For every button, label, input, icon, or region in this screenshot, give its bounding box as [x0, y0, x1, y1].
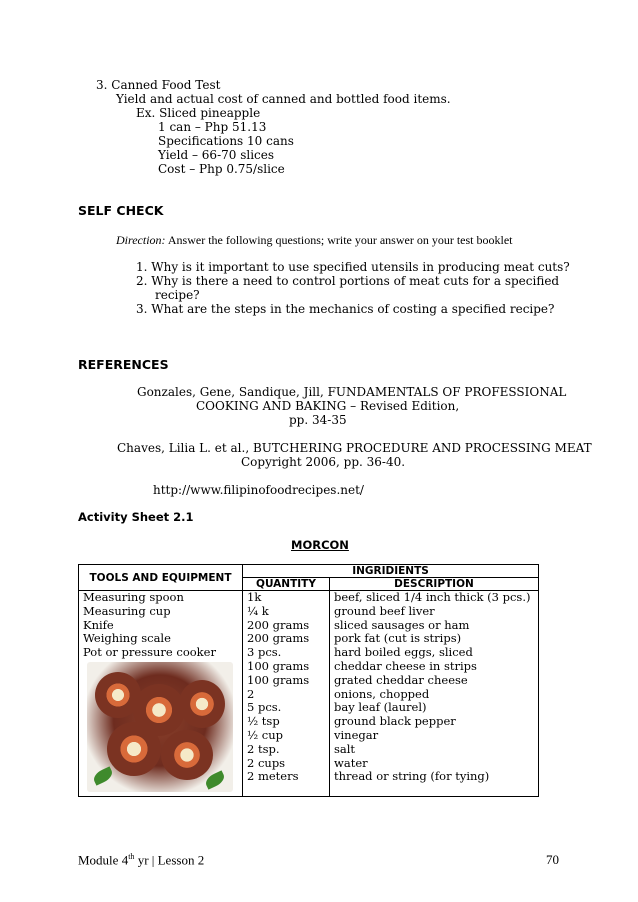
- footer-module: [78, 852, 204, 868]
- morcon-photo: [87, 662, 233, 792]
- reference-2: Chaves, Lilia L. et al., BUTCHERING PROCEDURE AND PROCESSING MEAT: [117, 441, 592, 455]
- description-item: beef, sliced 1/4 inch thick (3 pcs.): [334, 590, 531, 604]
- description-item: vinegar: [334, 727, 379, 742]
- question-2: 2. Why is there a need to control portions of meat cuts for a specified: [136, 274, 560, 288]
- quantity-item: ½ tsp: [247, 714, 280, 729]
- description-item: hard boiled eggs, sliced: [334, 645, 473, 660]
- tool-item: Pot or pressure cooker: [83, 645, 216, 660]
- quantity-item: 5 pcs.: [247, 700, 282, 715]
- quantity-item: 2 tsp.: [247, 741, 280, 756]
- reference-2-cont: Copyright 2006, pp. 36-40.: [241, 455, 406, 469]
- quantity-item: 200 grams: [247, 617, 310, 632]
- description-cell: [330, 591, 539, 797]
- quantity-item: 100 grams: [247, 658, 310, 673]
- description-item: thread or string (for tying): [334, 769, 490, 784]
- canned-detail: Specifications 10 cans: [158, 134, 294, 148]
- tool-item: Measuring cup: [83, 603, 171, 618]
- tool-item: Weighing scale: [83, 631, 171, 646]
- reference-1: Gonzales, Gene, Sandique, Jill, FUNDAMENTALS OF PROFESSIONAL: [137, 385, 567, 399]
- canned-example: Ex. Sliced pineapple: [136, 106, 261, 120]
- question-3: 3. What are the steps in the mechanics of costing a specified recipe?: [136, 302, 555, 316]
- direction-label: Direction:: [116, 233, 166, 247]
- quantity-item: 200 grams: [247, 631, 310, 646]
- quantity-item: 100 grams: [247, 672, 310, 687]
- quantity-item: ¼ k: [247, 603, 269, 618]
- page-number: 70: [546, 852, 559, 867]
- recipe-title: MORCON: [291, 538, 349, 552]
- tools-cell: [79, 591, 243, 797]
- tool-item: Knife: [83, 617, 114, 632]
- direction: [116, 233, 513, 248]
- description-item: cheddar cheese in strips: [334, 658, 477, 673]
- quantity-item: ½ cup: [247, 727, 284, 742]
- quantity-item: 1k: [247, 590, 262, 604]
- quantity-item: 3 pcs.: [247, 645, 282, 660]
- reference-1-pages: pp. 34-35: [289, 413, 347, 427]
- quantity-item: 2 cups: [247, 755, 286, 770]
- references-title: REFERENCES: [78, 357, 169, 372]
- direction-text: Answer the following questions; write your answer on your test booklet: [167, 233, 513, 247]
- footer-module-sup: th: [128, 852, 135, 861]
- description-item: grated cheddar cheese: [334, 672, 468, 687]
- quantity-item: 2: [247, 686, 255, 701]
- description-item: sliced sausages or ham: [334, 617, 470, 632]
- description-item: pork fat (cut is strips): [334, 631, 462, 646]
- description-item: bay leaf (laurel): [334, 700, 427, 715]
- footer-module-pre: Module 4: [78, 852, 129, 868]
- ingredients-table: [78, 564, 539, 797]
- description-header: DESCRIPTION: [330, 578, 539, 591]
- description-item: onions, chopped: [334, 686, 430, 701]
- question-2-cont: recipe?: [155, 288, 200, 302]
- reference-1-cont: COOKING AND BAKING – Revised Edition,: [196, 399, 460, 413]
- tool-item: Measuring spoon: [83, 590, 184, 604]
- description-item: salt: [334, 741, 356, 756]
- quantity-item: 2 meters: [247, 769, 299, 784]
- quantity-cell: [243, 591, 330, 797]
- activity-title: Activity Sheet 2.1: [78, 510, 194, 524]
- ingredients-header: INGRIDIENTS: [243, 565, 539, 578]
- footer-module-post: yr | Lesson 2: [134, 852, 205, 868]
- tools-list: [83, 591, 238, 660]
- reference-link[interactable]: http://www.filipinofoodrecipes.net/: [153, 483, 364, 497]
- tools-header: TOOLS AND EQUIPMENT: [79, 565, 243, 591]
- description-item: ground beef liver: [334, 603, 435, 618]
- description-item: ground black pepper: [334, 714, 456, 729]
- canned-heading: 3. Canned Food Test: [96, 78, 221, 92]
- self-check-title: SELF CHECK: [78, 203, 164, 218]
- canned-detail: 1 can – Php 51.13: [158, 120, 267, 134]
- canned-detail: Cost – Php 0.75/slice: [158, 162, 285, 176]
- canned-detail: Yield – 66-70 slices: [158, 148, 275, 162]
- description-item: water: [334, 755, 368, 770]
- quantity-header: QUANTITY: [243, 578, 330, 591]
- question-1: 1. Why is it important to use specified utensils in producing meat cuts?: [136, 260, 570, 274]
- canned-line: Yield and actual cost of canned and bottled food items.: [116, 92, 451, 106]
